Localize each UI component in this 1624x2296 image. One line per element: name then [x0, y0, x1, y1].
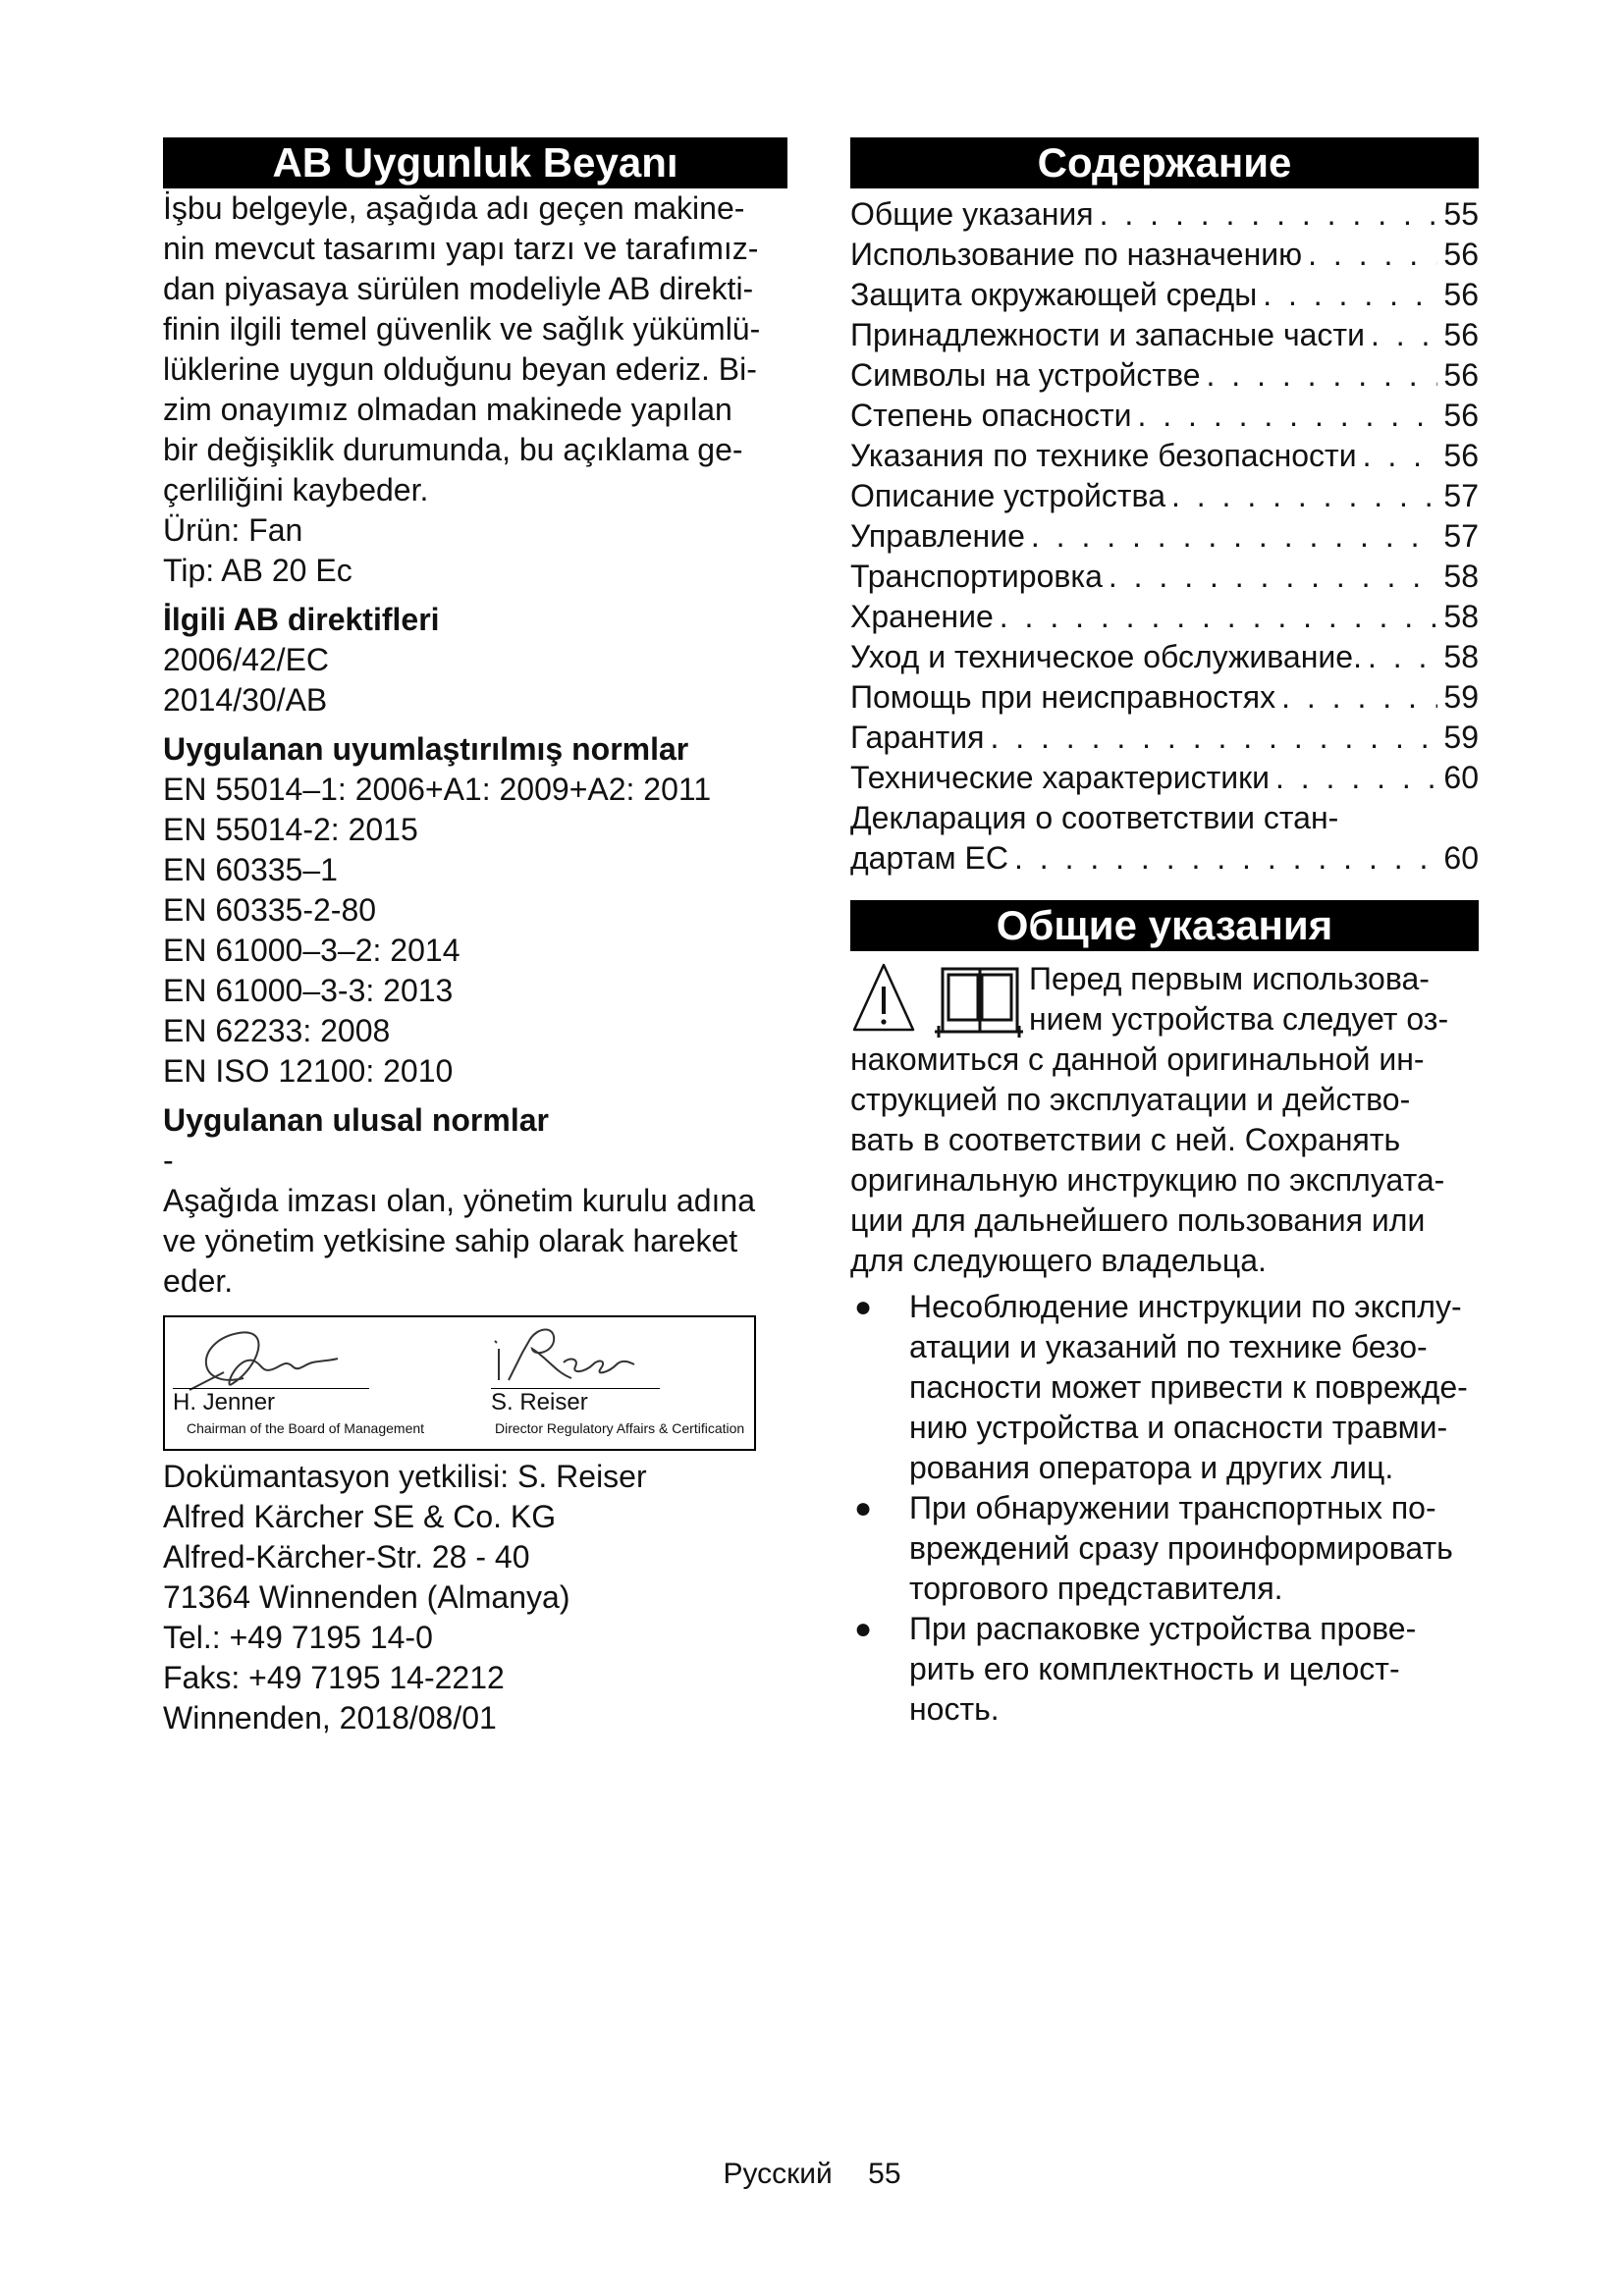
toc-label: Степень опасности — [850, 398, 1132, 433]
toc-item[interactable] — [850, 637, 1479, 677]
intro-line: вать в соответствии с ней. Сохранять — [850, 1122, 1401, 1157]
contact-line: Winnenden, 2018/08/01 — [163, 1700, 497, 1735]
general-title: Общие указания — [850, 900, 1479, 951]
toc-page: 60 — [1443, 760, 1479, 795]
national-heading: Uygulanan ulusal normlar — [163, 1102, 549, 1138]
toc-item-wrapped-line[interactable]: Декларация о соответствии стан- — [850, 800, 1339, 835]
contact-line: Alfred-Kärcher-Str. 28 - 40 — [163, 1539, 530, 1575]
manual-book-icon — [935, 969, 1023, 1038]
intro-line: bir değişiklik durumunda, bu açıklama ge- — [163, 432, 743, 467]
bullet-icon: ● — [854, 1613, 873, 1645]
norm-item: EN 61000–3-3: 2013 — [163, 973, 454, 1008]
toc-leader — [1103, 557, 1438, 597]
toc-label: дартам ЕС — [850, 840, 1008, 876]
intro-line: finin ilgili temel güvenlik ve sağlık yükümlü- — [163, 311, 761, 347]
bullet-line: атации и указаний по технике безо- — [909, 1329, 1428, 1364]
toc-page: 59 — [1443, 679, 1479, 715]
bullet-line: Несоблюдение инструкции по эксплу- — [909, 1289, 1462, 1324]
toc-label: Принадлежности и запасные части — [850, 317, 1365, 352]
general-intro — [850, 959, 1479, 1281]
toc-leader — [1257, 275, 1437, 315]
signatory-line: ve yönetim yetkisine sahip olarak hareket — [163, 1223, 738, 1258]
toc-label: Хранение — [850, 599, 994, 634]
norm-item: EN 62233: 2008 — [163, 1013, 391, 1048]
norm-item: EN ISO 12100: 2010 — [163, 1053, 454, 1089]
signature-reiser-graphic — [491, 1319, 687, 1398]
toc-page: 60 — [1443, 840, 1479, 876]
bullet-line: рить его комплектность и целост- — [909, 1651, 1400, 1686]
bullet-item — [850, 1488, 1479, 1609]
signature-role-1: Chairman of the Board of Management — [187, 1420, 425, 1436]
contact-line: Faks: +49 7195 14-2212 — [163, 1660, 505, 1695]
toc-page: 56 — [1443, 357, 1479, 393]
toc-leader — [994, 597, 1438, 637]
toc-label: Использование по назначению — [850, 237, 1303, 272]
toc-leader — [1302, 235, 1437, 275]
toc-leader — [1275, 677, 1437, 718]
national-value: - — [163, 1143, 174, 1178]
toc-label: Указания по технике безопасности — [850, 438, 1357, 473]
contact-line: Dokümantasyon yetkilisi: S. Reiser — [163, 1459, 647, 1494]
contact-line: 71364 Winnenden (Almanya) — [163, 1579, 570, 1615]
intro-line: для следующего владельца. — [850, 1243, 1267, 1278]
bullet-line: пасности может привести к поврежде- — [909, 1369, 1468, 1405]
intro-line: çerliliğini kaybeder. — [163, 472, 429, 507]
toc-label: Помощь при неисправностях — [850, 679, 1276, 715]
toc-page: 56 — [1443, 438, 1479, 473]
bullet-icon: ● — [854, 1291, 873, 1323]
bullet-line: торгового представителя. — [909, 1571, 1283, 1606]
warning-manual-icons — [850, 959, 1023, 1041]
toc-label: Общие указания — [850, 196, 1094, 232]
toc-item[interactable] — [850, 516, 1479, 557]
intro-line: струкцией по эксплуатации и действо- — [850, 1082, 1411, 1117]
bullet-text — [909, 1287, 1479, 1488]
toc-item[interactable] — [850, 677, 1479, 718]
toc-item[interactable] — [850, 235, 1479, 275]
toc-page: 56 — [1443, 237, 1479, 272]
toc-title: Содержание — [850, 137, 1479, 188]
toc-page: 58 — [1443, 599, 1479, 634]
bullet-line: вреждений сразу проинформировать — [909, 1530, 1453, 1566]
toc-item[interactable] — [850, 194, 1479, 235]
product-line: Ürün: Fan — [163, 512, 303, 548]
page-footer — [0, 2157, 1624, 2192]
toc-item[interactable] — [850, 315, 1479, 355]
intro-line: Перед первым использова- — [1029, 961, 1430, 996]
harmonized-heading: Uygulanan uyumlaştırılmış normlar — [163, 731, 689, 767]
contact-line: Alfred Kärcher SE & Co. KG — [163, 1499, 557, 1534]
right-column — [850, 137, 1479, 1730]
toc-label: Защита окружающей среды — [850, 277, 1258, 312]
bullet-line: При распаковке устройства прове- — [909, 1611, 1417, 1646]
toc-label: Транспортировка — [850, 559, 1103, 594]
toc-page: 59 — [1443, 720, 1479, 755]
toc-item[interactable] — [850, 396, 1479, 436]
toc-page: 55 — [1443, 196, 1479, 232]
bullet-line: рования оператора и других лиц. — [909, 1450, 1394, 1485]
toc-item[interactable] — [850, 275, 1479, 315]
toc-page: 56 — [1443, 398, 1479, 433]
bullet-icon: ● — [854, 1492, 873, 1524]
norm-item: EN 61000–3–2: 2014 — [163, 933, 460, 968]
toc-item[interactable] — [850, 436, 1479, 476]
intro-line: nin mevcut tasarımı yapı tarzı ve tarafımız- — [163, 231, 759, 266]
toc-leader — [1365, 315, 1437, 355]
toc-page: 56 — [1443, 277, 1479, 312]
toc-leader — [1008, 838, 1437, 879]
bullet-item — [850, 1287, 1479, 1488]
table-of-contents — [850, 194, 1479, 879]
toc-page: 57 — [1443, 518, 1479, 554]
toc-leader — [1201, 355, 1438, 396]
bullet-list — [850, 1287, 1479, 1730]
intro-line: lüklerine uygun olduğunu beyan ederiz. Bi- — [163, 351, 757, 387]
toc-leader — [1094, 194, 1438, 235]
toc-item[interactable] — [850, 758, 1479, 798]
intro-line: оригинальную инструкцию по эксплуата- — [850, 1162, 1445, 1198]
directives-heading: İlgili AB direktifleri — [163, 602, 440, 637]
toc-item[interactable] — [850, 557, 1479, 597]
toc-page: 56 — [1443, 317, 1479, 352]
toc-leader — [1025, 516, 1438, 557]
intro-line: ции для дальнейшего пользования или — [850, 1202, 1426, 1238]
footer-page-number: 55 — [868, 2158, 901, 2190]
toc-page: 57 — [1443, 478, 1479, 513]
toc-item[interactable] — [850, 838, 1479, 879]
signature-name-2: S. Reiser — [491, 1388, 660, 1416]
toc-item[interactable] — [850, 476, 1479, 516]
bullet-item — [850, 1609, 1479, 1730]
bullet-line: При обнаружении транспортных по- — [909, 1490, 1436, 1525]
toc-leader — [1362, 637, 1437, 677]
norm-item: EN 55014–1: 2006+A1: 2009+A2: 2011 — [163, 772, 712, 807]
declaration-intro — [163, 188, 787, 510]
bullet-line: ность. — [909, 1691, 1000, 1727]
toc-label: Гарантия — [850, 720, 985, 755]
contact-line: Tel.: +49 7195 14-0 — [163, 1620, 433, 1655]
signature-role-2: Director Regulatory Affairs & Certification — [495, 1420, 745, 1436]
toc-item[interactable] — [850, 718, 1479, 758]
footer-language: Русский — [723, 2158, 833, 2190]
toc-label: Технические характеристики — [850, 760, 1270, 795]
toc-page: 58 — [1443, 559, 1479, 594]
toc-item[interactable] — [850, 355, 1479, 396]
toc-leader — [984, 718, 1437, 758]
norm-item: EN 60335–1 — [163, 852, 338, 887]
directive-item: 2006/42/EC — [163, 642, 330, 677]
norm-item: EN 60335-2-80 — [163, 892, 377, 928]
toc-leader — [1357, 436, 1438, 476]
type-line: Tip: AB 20 Ec — [163, 553, 352, 588]
bullet-text — [909, 1488, 1479, 1609]
warning-triangle-icon — [854, 965, 913, 1030]
toc-label: Уход и техническое обслуживание. — [850, 639, 1362, 674]
signatory-line: Aşağıda imzası olan, yönetim kurulu adına — [163, 1183, 755, 1218]
toc-leader — [1270, 758, 1437, 798]
norm-item: EN 55014-2: 2015 — [163, 812, 418, 847]
directive-item: 2014/30/AB — [163, 682, 328, 718]
toc-item[interactable] — [850, 597, 1479, 637]
intro-line: нием устройства следует оз- — [1029, 1001, 1449, 1037]
bullet-text — [909, 1609, 1479, 1730]
intro-line: накомиться с данной оригинальной ин- — [850, 1041, 1425, 1077]
toc-label: Описание устройства — [850, 478, 1165, 513]
left-column — [163, 137, 787, 1738]
toc-leader — [1165, 476, 1437, 516]
intro-line: zim onayımız olmadan makinede yapılan — [163, 392, 732, 427]
signature-box — [163, 1315, 756, 1451]
signature-name-1: H. Jenner — [173, 1388, 369, 1416]
declaration-title: AB Uygunluk Beyanı — [163, 137, 787, 188]
bullet-line: нию устройства и опасности травми- — [909, 1410, 1448, 1445]
toc-page: 58 — [1443, 639, 1479, 674]
toc-label: Управление — [850, 518, 1025, 554]
toc-leader — [1131, 396, 1437, 436]
signatory-line: eder. — [163, 1263, 234, 1299]
toc-label: Символы на устройстве — [850, 357, 1201, 393]
intro-line: dan piyasaya sürülen modeliyle AB direkti- — [163, 271, 754, 306]
intro-line: İşbu belgeyle, aşağıda adı geçen makine- — [163, 190, 745, 226]
